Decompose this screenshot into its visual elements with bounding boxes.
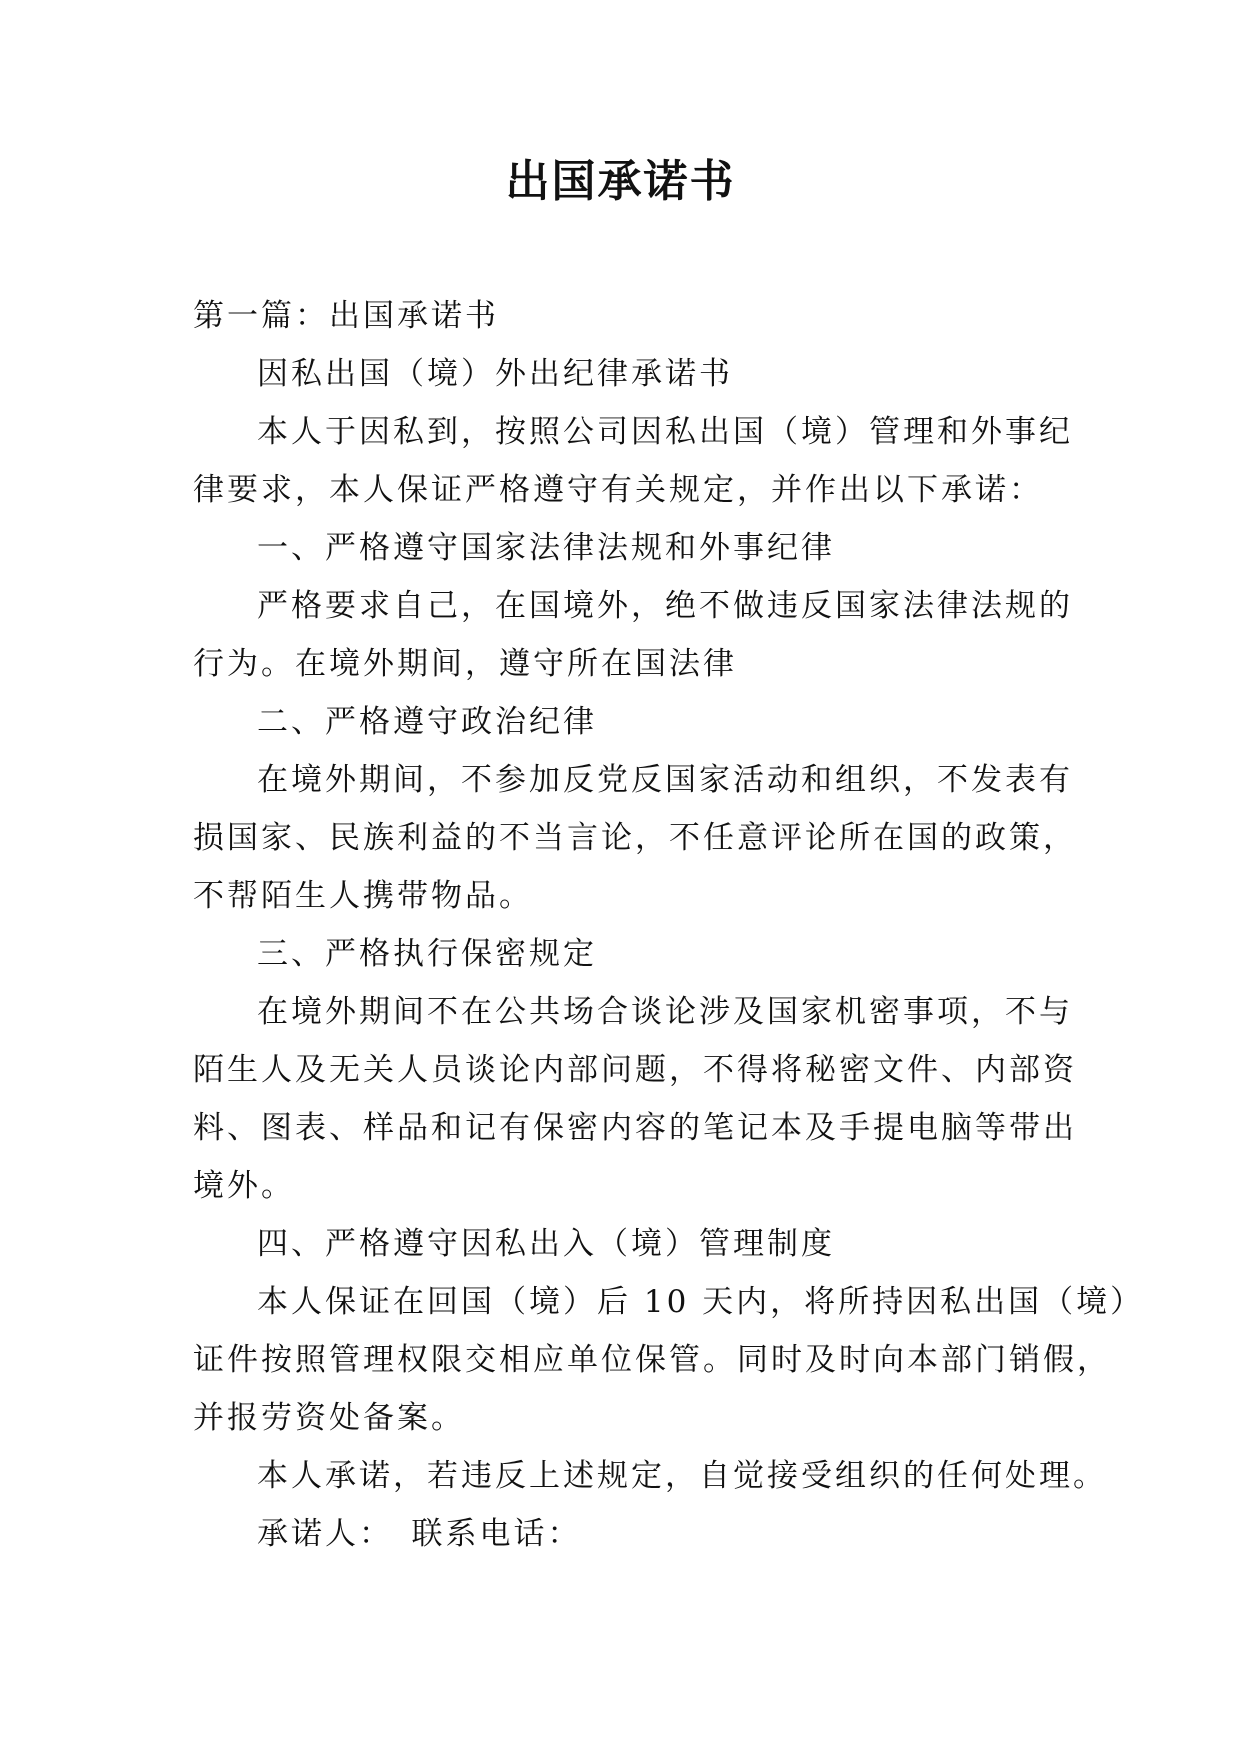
body-line: 严格要求自己，在国境外，绝不做违反国家法律法规的 bbox=[257, 588, 1073, 624]
body-line: 本人于因私到，按照公司因私出国（境）管理和外事纪 bbox=[257, 414, 1073, 450]
body-line: 三、严格执行保密规定 bbox=[257, 936, 597, 972]
body-line: 四、严格遵守因私出入（境）管理制度 bbox=[257, 1226, 835, 1262]
body-line: 本人承诺，若违反上述规定，自觉接受组织的任何处理。 bbox=[257, 1458, 1107, 1494]
body-line: 因私出国（境）外出纪律承诺书 bbox=[257, 356, 733, 392]
body-line: 不帮陌生人携带物品。 bbox=[193, 878, 533, 914]
body-line: 第一篇：出国承诺书 bbox=[193, 298, 499, 334]
body-line: 料、图表、样品和记有保密内容的笔记本及手提电脑等带出 bbox=[193, 1110, 1077, 1146]
body-line: 在境外期间不在公共场合谈论涉及国家机密事项，不与 bbox=[257, 994, 1073, 1030]
document-title: 出国承诺书 bbox=[505, 156, 736, 207]
document-body bbox=[193, 287, 1145, 1563]
body-line: 二、严格遵守政治纪律 bbox=[257, 704, 597, 740]
body-line: 在境外期间，不参加反党反国家活动和组织，不发表有 bbox=[257, 762, 1073, 798]
body-line: 律要求，本人保证严格遵守有关规定，并作出以下承诺： bbox=[193, 472, 1043, 508]
body-line: 承诺人： 联系电话： bbox=[257, 1516, 582, 1552]
body-line: 一、严格遵守国家法律法规和外事纪律 bbox=[257, 530, 835, 566]
body-line: 证件按照管理权限交相应单位保管。同时及时向本部门销假， bbox=[193, 1342, 1111, 1378]
body-line: 损国家、民族利益的不当言论，不任意评论所在国的政策， bbox=[193, 820, 1077, 856]
body-line: 并报劳资处备案。 bbox=[193, 1400, 465, 1436]
body-line: 行为。在境外期间，遵守所在国法律 bbox=[193, 646, 737, 682]
body-line: 境外。 bbox=[193, 1168, 295, 1204]
body-line: 本人保证在回国（境）后 10 天内，将所持因私出国（境） bbox=[257, 1284, 1145, 1320]
body-line: 陌生人及无关人员谈论内部问题，不得将秘密文件、内部资 bbox=[193, 1052, 1077, 1088]
